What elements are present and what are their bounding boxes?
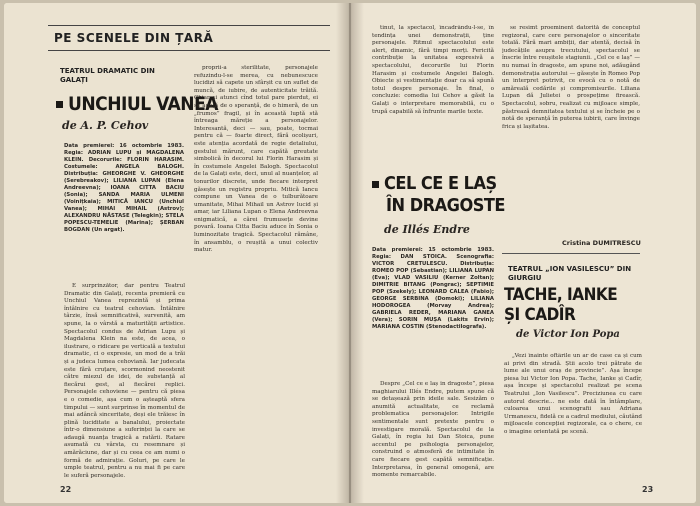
right-article-column-1-text: tinut, la spectacol, încadrându-l-se, în tendința unei demonstrații, ține personajele. Ritmul spectacolului este alert, dinamic, fără timpi morți. Fericită contribuție la unitatea expresivă a spectacolului, decorurile lui Florin Harasim și costumele Angelei Balogh. Obiecte și vestimentație doar ca să spună totul despre personaje. În final, o concluzie: comedia lui Cehov a găsit la Galați o interpretare memorabilă, cu o trupă capabilă să înfrunte marile texte. (372, 25, 494, 115)
review-signature: Cristina DUMITRESCU (562, 239, 641, 247)
page-number-right: 23 (642, 485, 654, 494)
book-gutter (336, 3, 364, 503)
section-header: PE SCENELE DIN ȚARĂ (48, 25, 330, 51)
bullet-icon (56, 101, 63, 108)
right-page (350, 3, 696, 503)
article-column-2-text: proprii-a sterilitate, personajele refuzindu-l-se merea, cu nebunescuce lucidizi să capete un sfârșit cu un suflet de muncă, de iubire, de autenticitate trăită. Chiar și atunci cînd totul pare pierdut, ei se agață de o speranță, de o himeră, de un „frumos” fragil, și în această luptă stă întreaga măreție a personajelor. Interesantă, deci — sau, poate, tocmai pentru că — foarte direct, fără ocolișuri, este atenția acordată de regie detaliului, gestului mărunt, care capătă greutate simbolică în decorul lui Florin Harasim și în costumele Angelei Balogh. Spectacolul de la Galați este, deci, unul al nuanțelor, al tonurilor discrete, unde fiecare interpret găsește un registru propriu. Mitică Iancu compune un Vanea de o tulburătoare umanitate, Mihai Mihail un Astrov lucid și amar, iar Liliana Lupan o Elena Andreevna enigmatică, a cărei frumusețe devine povară. Ioana Citta Baciu aduce în Sonia o luminozitate tragică. Spectacolul rămâne, în ansamblu, o reușită a unui colectiv matur. (194, 65, 318, 254)
play3-title-line-1: TACHE, IANKE (504, 285, 618, 305)
divider-rule (502, 253, 640, 254)
play3-title-line-2: ȘI CADÎR (504, 305, 576, 325)
play2-title-line-1: CEL CE E LAȘ (372, 173, 505, 195)
right-article-column-2 (502, 25, 640, 235)
magazine-spread (4, 3, 696, 503)
play3-review (504, 353, 642, 483)
play3-author: de Victor Ion Popa (516, 329, 620, 340)
play2-review-text: Despre „Cel ce e laș în dragoste”, piesa maghiarului Illés Endre, putem spune că se detașează prin ideile sale. Sesizăm o anumită actualitate, ce reclamă problematica personajelor. Intrigile sentimentale sunt pretexte pentru o investigare morală. Spectacolul de la Galați, în regia lui Dan Stoica, pune accentul pe psihologia personajelor, construind o atmosferă de intimitate în care fiecare gest capătă semnificație. Interpretarea, în general omogenă, are momente remarcabile. (372, 381, 494, 479)
play2-author: de Illés Endre (384, 223, 470, 236)
play2-title-line-2: ÎN DRAGOSTE (386, 195, 505, 216)
play-credits: Data premierei: 16 octombrie 1983. Regia: ADRIAN LUPU și MAGDALENA KLEIN. Decorurile: FLORIN HARASIM. Costumele: ANGELA BALOGH. Distribuția: GHEORGHE V. GHEORGHE (Serebreakov); LILIANA LUPAN (Elena Andreevna); IOANA CITTA BACIU (Sonia); SANDA MARIA ULMENI (Voinițkaia); MITICĂ IANCU (Unchiul Vanea); MIHAI MIHAIL (Astrov); ALEXANDRU NĂSTASE (Telegkin); STELA POPESCU-TEMELIE (Marina); ȘERBAN BOGDAN (Un argat). (64, 143, 184, 233)
play3-title (504, 285, 617, 325)
right-article-column-1 (372, 25, 494, 155)
play2-review (372, 381, 494, 485)
play2-title (372, 173, 505, 217)
play-title-text: UNCHIUL VANEA (68, 93, 218, 115)
article-column-1 (64, 283, 185, 483)
play2-credits: Data premierei: 15 octombrie 1983. Regia: DAN STOICA. Scenografia: VICTOR CRETULESCU. Distribuția: ROMEO POP (Sebastian); LILIANA LUPAN (Eva); VLAD VASILIU (Kerner Zoltan); DIMITRIE BITANG (Pongrac); SEPTIMIE POP (Szekely); LEONARD CALEA (Fabio); GEORGE SERBINA (Domoki); LILIANA HODOROGEA (Morvay Andrea); GABRIELA REDER, MARIANA GANEA (Vera); SORIN MUȘA (Lakits Ervin); MARIANA COSTIN (Stenodactilografa). (372, 247, 494, 330)
bullet-icon (372, 181, 379, 188)
page-number-left: 22 (60, 485, 72, 494)
article-column-1-text: E surprinzător, dar pentru Teatrul Dramatic din Galați, recenta premieră cu Unchiul Vanea reprezintă și prima întâlnire cu teatrul cehovian. Întâlnire târzie, însă semnificativă, survenită, am spune, la o vârstă a maturității artistice. Spectacolul condus de Adrian Lupu și Magdalena Klein na este, de acea, o ilustrare, o ridicare pe verticală a textului dramatic, ci o expresie, un mod de a trăi și a judeca lumea cehoviană. Iar judecata este fără cruțare, scormonind neostenit către miezul de idei, de substanță al fiecărui gest, al fiecărei replici. Personajele cehoviene — pentru că piesa e o comedie, așa cum o așteaptă sfera timpului — sunt surprinse în momentul de mai adâncă sinceritate, deși ele trăiesc în plină luciditate a banalului, proiectate într-o dimensiune a suferinței la care se adaugă nuanța tragică a ratării. Ratare asumată cu vârsta, cu resemnare și amărăciune, dar și cu ceea ce am numi o formă de admirație. Goluri, pe care le umple teatrul, pentru a nu mai fi pe care le suferă personajele. (64, 283, 185, 479)
left-page (4, 3, 350, 503)
theater-name: TEATRUL DRAMATIC DIN GALAȚI (60, 67, 155, 84)
right-article-column-2-text: se resimt proeminent datorită de conceptul regizoral, care cere personajelor o sinceritate totală. Fără mari ambiții, dar atentă, decisă în judecățile asupra trecutului, spectacolul se înscrie între reușitele stagiunii. „Cel ce e laș” — nu numai în dragoste, am spune noi, adăugând demonstrația autorului — găsește în Romeo Pop un interpret potrivit, ce evocă cu o notă de amăreală cedările și compromisurile. Liliana Lupan dă Julietei o prospețime firească. Spectacolul, sobru, realizat cu mijloace simple, păstrează demnitatea textului și se încheie pe o notă de speranță în puterea iubirii, care învinge frica și lașitatea. (502, 25, 640, 130)
article-column-2 (194, 65, 318, 485)
play3-review-text: „Vezi înainte oftârile un ar de case ca și cum ai privi din stradă. Știi acolo trei pătrate de lume ale unui oraș de provincie”. Așa începe piesa lui Victor Ion Popa. Tache, Ianke și Cadîr, așa începe și spectacolul realizat pe scena Teatrului „Ion Vasilescu”. Preciziunea cu care autorul descrie... ne este dată în întâmplare, culoarea unui scenografii sau Adriana Urmanescu, fidelă ce a cadrul mediului, căutând mijloacele concepției regizorale, ca o chere, ce o imagine orientată pe scenă. (504, 353, 642, 435)
play-author: de A. P. Cehov (62, 119, 149, 132)
theater2-name: TEATRUL „ION VASILESCU” DIN GIURGIU (508, 265, 632, 282)
